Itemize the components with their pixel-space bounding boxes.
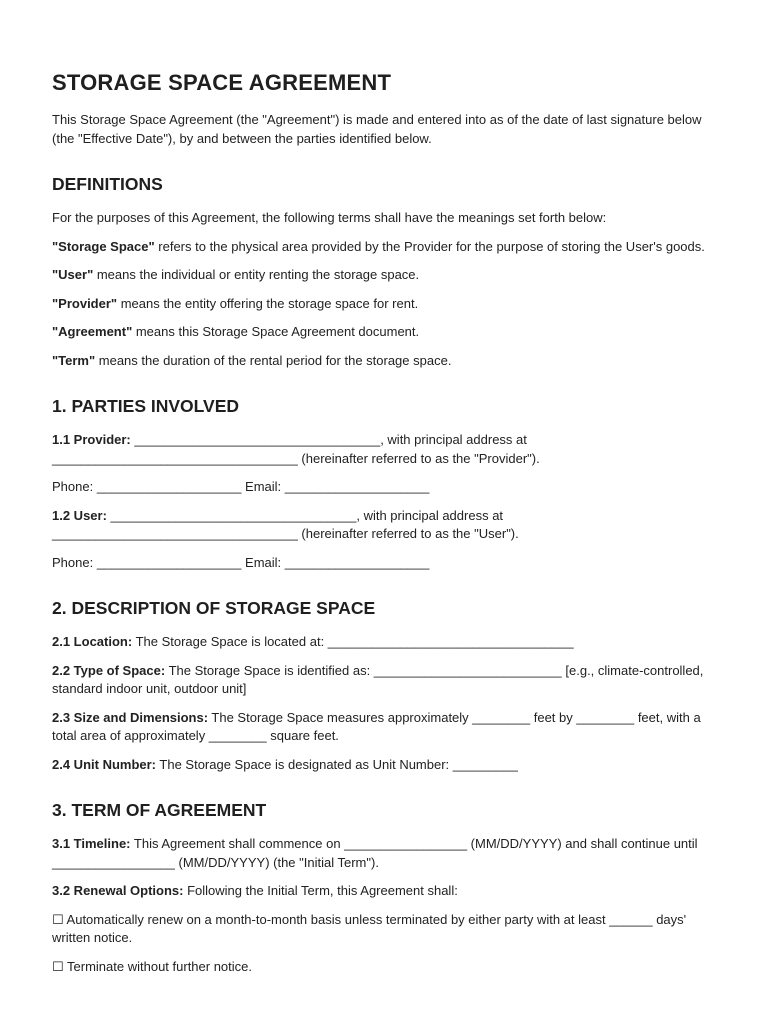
definition-user	[52, 266, 722, 285]
renewal-clause	[52, 882, 722, 901]
clause-text: __________________________________, with principal address at __________________________________ (hereinafter referred to as the "Provider").	[52, 432, 540, 466]
definition-provider	[52, 295, 722, 314]
location-clause	[52, 633, 722, 652]
clause-label: 2.2 Type of Space:	[52, 662, 166, 678]
clause-text: The Storage Space is located at: __________________________________	[132, 634, 574, 649]
provider-clause	[52, 431, 722, 468]
user-clause	[52, 507, 722, 544]
timeline-clause	[52, 835, 722, 872]
renewal-option-terminate[interactable]: ☐ Terminate without further notice.	[52, 958, 253, 974]
document-body	[52, 70, 722, 986]
definition-term-item	[52, 352, 722, 371]
clause-label: 2.3 Size and Dimensions:	[52, 709, 209, 725]
intro-paragraph: This Storage Space Agreement (the "Agreement") is made and entered into as of the date of last signature below (the "Effective Date"), by and between the parties identified below.	[52, 112, 702, 146]
clause-text: __________________________________, with principal address at __________________________________ (hereinafter referred to as the "User").	[52, 507, 519, 541]
clause-label: 3.1 Timeline:	[52, 836, 131, 851]
clause-label: 1.2 User:	[52, 507, 107, 523]
clause-text: The Storage Space is designated as Unit Number: _________	[156, 756, 518, 772]
definition-text: means the individual or entity renting the storage space.	[93, 267, 420, 282]
definition-term: "Agreement"	[52, 324, 133, 339]
description-heading: 2. DESCRIPTION OF STORAGE SPACE	[52, 598, 376, 618]
user-contact: Phone: ____________________ Email: ____________________	[52, 554, 430, 570]
definition-text: means this Storage Space Agreement document.	[132, 324, 420, 339]
term-heading: 3. TERM OF AGREEMENT	[52, 800, 267, 820]
parties-section	[52, 396, 722, 572]
clause-label: 2.1 Location:	[52, 634, 133, 649]
definition-term: "Term"	[52, 352, 96, 368]
term-section	[52, 800, 722, 976]
parties-heading: 1. PARTIES INVOLVED	[52, 396, 240, 416]
definition-storage-space	[52, 238, 722, 257]
clause-label: 2.4 Unit Number:	[52, 756, 157, 772]
definitions-lead: For the purposes of this Agreement, the following terms shall have the meanings set forth below:	[52, 210, 607, 225]
definition-term: "User"	[52, 267, 94, 282]
definitions-heading: DEFINITIONS	[52, 174, 163, 194]
clause-label: 1.1 Provider:	[52, 432, 131, 447]
renewal-option-auto[interactable]: ☐ Automatically renew on a month-to-month basis unless terminated by either party with at least ______ days' written notice.	[52, 911, 687, 945]
document-title: STORAGE SPACE AGREEMENT	[52, 70, 392, 95]
clause-text: Following the Initial Term, this Agreement shall:	[183, 883, 458, 898]
clause-text: This Agreement shall commence on _________________ (MM/DD/YYYY) and shall continue until _________________ (MM/DD/YYYY) (the "Initial Term").	[52, 836, 698, 870]
size-clause	[52, 709, 722, 746]
definitions-section	[52, 174, 722, 370]
definition-term: "Provider"	[52, 295, 118, 311]
clause-text: The Storage Space measures approximately ________ feet by ________ feet, with a total area of approximately ________ square feet.	[52, 709, 701, 743]
unit-clause	[52, 756, 722, 775]
clause-text: The Storage Space is identified as: __________________________ [e.g., climate-controlled, standard indoor unit, outdoor unit]	[52, 662, 704, 696]
provider-contact: Phone: ____________________ Email: ____________________	[52, 479, 430, 494]
definition-text: means the duration of the rental period for the storage space.	[95, 352, 452, 368]
clause-label: 3.2 Renewal Options:	[52, 883, 184, 898]
type-clause	[52, 662, 722, 699]
description-section	[52, 598, 722, 774]
definition-term: "Storage Space"	[52, 238, 155, 254]
definition-agreement	[52, 323, 722, 342]
definition-text: means the entity offering the storage space for rent.	[117, 295, 419, 311]
definition-text: refers to the physical area provided by the Provider for the purpose of storing the User's goods.	[154, 238, 705, 254]
